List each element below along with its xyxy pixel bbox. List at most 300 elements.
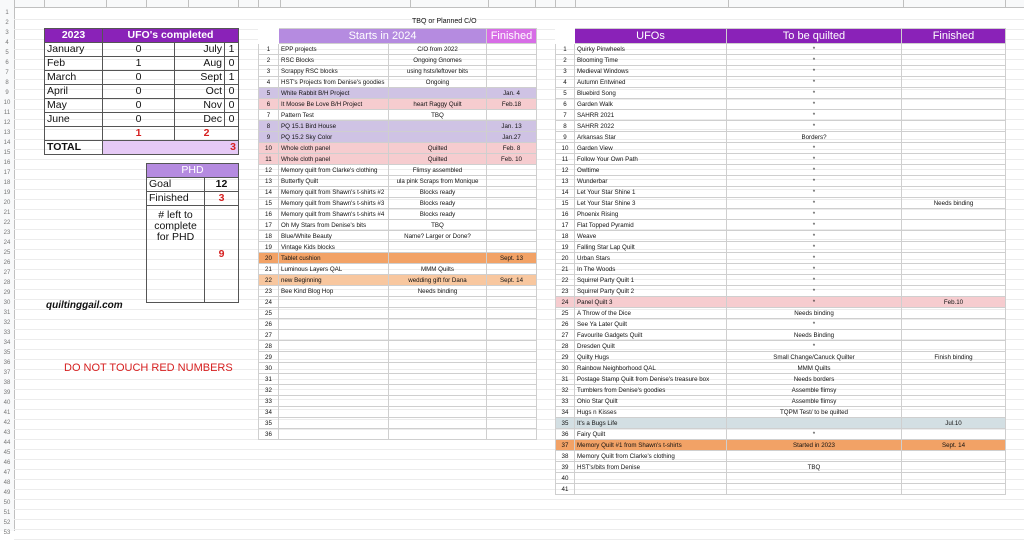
row-number[interactable]: 14 [3,140,11,146]
starts-cell[interactable] [389,374,487,385]
starts-cell[interactable]: 33 [259,396,279,407]
ufo-cell[interactable] [902,187,1006,198]
starts-cell[interactable]: TBQ [389,220,487,231]
row-number[interactable]: 45 [3,450,11,456]
goal-label[interactable]: Goal [147,178,205,192]
month-cell[interactable]: 0 [103,113,175,127]
row-number[interactable]: 5 [5,50,9,56]
ufo-cell[interactable] [902,220,1006,231]
ufo-cell[interactable]: Memory Quilt #1 from Shawn's t-shirts [575,440,727,451]
starts-cell[interactable] [389,429,487,440]
ufo-cell[interactable] [902,319,1006,330]
month-cell[interactable]: June [45,113,103,127]
starts-cell[interactable]: Jan. 4 [487,88,537,99]
starts-cell[interactable]: 27 [259,330,279,341]
subtotal-second-half[interactable]: 2 [175,127,239,141]
starts-cell[interactable] [487,407,537,418]
starts-cell[interactable] [279,308,389,319]
ufo-cell[interactable] [902,143,1006,154]
ufo-cell[interactable]: Weave [575,231,727,242]
starts-cell[interactable]: TBQ [389,110,487,121]
ufo-cell[interactable] [902,308,1006,319]
to-be-quilted-header[interactable]: To be quilted [727,29,902,44]
row-number[interactable]: 12 [3,120,11,126]
starts-cell[interactable]: 4 [259,77,279,88]
starts-cell[interactable]: ula pink Scraps from Monique [389,176,487,187]
row-number[interactable]: 53 [3,530,11,536]
starts-cell[interactable] [389,407,487,418]
ufo-cell[interactable]: 5 [556,88,575,99]
ufo-cell[interactable] [902,77,1006,88]
ufo-cell[interactable]: A Throw of the Dice [575,308,727,319]
month-cell[interactable]: 0 [225,99,239,113]
ufo-cell[interactable]: 23 [556,286,575,297]
ufo-cell[interactable] [902,154,1006,165]
ufo-cell[interactable]: HST's/bits from Denise [575,462,727,473]
starts-cell[interactable]: Luminous Layers QAL [279,264,389,275]
row-number[interactable]: 1 [5,10,9,16]
ufo-cell[interactable]: 41 [556,484,575,495]
ufo-cell[interactable] [902,396,1006,407]
ufo-cell[interactable]: Favourite Gadgets Quilt [575,330,727,341]
starts-cell[interactable]: Quilted [389,143,487,154]
row-number[interactable]: 46 [3,460,11,466]
starts-cell[interactable]: 28 [259,341,279,352]
row-number[interactable]: 28 [3,280,11,286]
starts-cell[interactable] [279,385,389,396]
ufo-cell[interactable] [727,484,902,495]
ufos-title[interactable]: UFOs [575,29,727,44]
starts-cell[interactable] [389,297,487,308]
ufo-cell[interactable]: 9 [556,132,575,143]
ufo-cell[interactable] [902,264,1006,275]
ufo-cell[interactable]: 26 [556,319,575,330]
ufo-cell[interactable]: 19 [556,242,575,253]
ufo-cell[interactable]: 6 [556,99,575,110]
ufo-cell[interactable]: See Ya Later Quilt [575,319,727,330]
ufo-cell[interactable]: 21 [556,264,575,275]
ufo-cell[interactable]: 24 [556,297,575,308]
ufo-cell[interactable]: 11 [556,154,575,165]
ufo-cell[interactable]: Jul.10 [902,418,1006,429]
row-number[interactable]: 50 [3,500,11,506]
row-number[interactable]: 29 [3,290,11,296]
starts-cell[interactable] [487,374,537,385]
ufo-cell[interactable]: * [727,231,902,242]
ufo-cell[interactable]: Tumblers from Denise's goodies [575,385,727,396]
starts-cell[interactable]: using hsts/leftover bits [389,66,487,77]
row-number[interactable]: 36 [3,360,11,366]
ufo-cell[interactable]: * [727,297,902,308]
starts-cell[interactable] [487,352,537,363]
ufo-cell[interactable]: Phoenix Rising [575,209,727,220]
ufo-cell[interactable]: 38 [556,451,575,462]
month-cell[interactable]: May [45,99,103,113]
starts-cell[interactable]: Feb.18 [487,99,537,110]
starts-cell[interactable]: 18 [259,231,279,242]
ufo-cell[interactable]: 36 [556,429,575,440]
starts-cell[interactable]: 1 [259,44,279,55]
ufo-cell[interactable]: * [727,429,902,440]
starts-cell[interactable] [279,407,389,418]
starts-cell[interactable]: PQ 15.1 Bird House [279,121,389,132]
ufo-cell[interactable]: 12 [556,165,575,176]
ufo-cell[interactable]: * [727,275,902,286]
phd-title[interactable]: PHD [147,164,239,178]
starts-cell[interactable]: Blocks ready [389,209,487,220]
ufo-cell[interactable]: Postage Stamp Quilt from Denise's treasure box [575,374,727,385]
ufo-cell[interactable]: Let Your Star Shine 3 [575,198,727,209]
starts-cell[interactable] [389,88,487,99]
subtotal-first-half[interactable]: 1 [103,127,175,141]
month-cell[interactable]: 0 [103,71,175,85]
ufo-cell[interactable] [902,385,1006,396]
ufo-cell[interactable]: * [727,44,902,55]
starts-cell[interactable]: Memory quilt from Shawn's t-shirts #3 [279,198,389,209]
starts-cell[interactable]: Sept. 14 [487,275,537,286]
month-cell[interactable]: 0 [225,113,239,127]
ufo-cell[interactable] [902,363,1006,374]
starts-cell[interactable]: 23 [259,286,279,297]
ufo-cell[interactable]: Medieval Windows [575,66,727,77]
ufo-cell[interactable] [902,132,1006,143]
row-number[interactable]: 18 [3,180,11,186]
ufo-cell[interactable]: Garden View [575,143,727,154]
ufo-cell[interactable]: Hugs n Kisses [575,407,727,418]
ufo-cell[interactable]: Squirrel Party Quilt 2 [575,286,727,297]
starts-cell[interactable]: Name? Larger or Done? [389,231,487,242]
month-cell[interactable]: Oct [175,85,225,99]
ufo-cell[interactable]: TQPM Test/ to be quilted [727,407,902,418]
starts-cell[interactable] [487,264,537,275]
ufo-cell[interactable] [575,484,727,495]
starts-cell[interactable]: Feb. 8 [487,143,537,154]
ufo-cell[interactable]: 15 [556,198,575,209]
goal-value[interactable]: 12 [205,178,239,192]
starts-cell[interactable]: Memory quilt from Shawn's t-shirts #4 [279,209,389,220]
starts-cell[interactable] [389,352,487,363]
ufo-cell[interactable]: 8 [556,121,575,132]
starts-cell[interactable]: 26 [259,319,279,330]
left-label[interactable]: # left to complete for PHD [147,206,205,303]
ufo-cell[interactable]: * [727,286,902,297]
ufo-cell[interactable] [902,473,1006,484]
row-number[interactable]: 4 [5,40,9,46]
starts-cell[interactable] [487,110,537,121]
starts-cell[interactable]: Scrappy RSC blocks [279,66,389,77]
starts-cell[interactable]: Whole cloth panel [279,143,389,154]
ufo-cell[interactable]: 25 [556,308,575,319]
ufo-cell[interactable] [902,66,1006,77]
ufo-cell[interactable] [902,462,1006,473]
month-cell[interactable]: 1 [225,43,239,57]
ufo-cell[interactable] [902,176,1006,187]
row-number[interactable]: 8 [5,80,9,86]
starts-cell[interactable] [487,363,537,374]
starts-cell[interactable]: 29 [259,352,279,363]
starts-cell[interactable]: 10 [259,143,279,154]
ufo-cell[interactable]: Borders? [727,132,902,143]
starts-cell[interactable]: Memory quilt from Shawn's t-shirts #2 [279,187,389,198]
ufo-cell[interactable]: Needs binding [727,308,902,319]
ufo-cell[interactable] [902,231,1006,242]
starts-cell[interactable] [389,242,487,253]
ufo-cell[interactable]: Started in 2023 [727,440,902,451]
row-number[interactable]: 49 [3,490,11,496]
ufo-cell[interactable]: 39 [556,462,575,473]
starts-cell[interactable]: 15 [259,198,279,209]
ufo-cell[interactable]: Falling Star Lap Quilt [575,242,727,253]
starts-cell[interactable]: PQ 15.2 Sky Color [279,132,389,143]
starts-cell[interactable]: Blue/White Beauty [279,231,389,242]
ufo-cell[interactable]: 33 [556,396,575,407]
ufo-cell[interactable]: 31 [556,374,575,385]
left-value[interactable]: 9 [205,206,239,303]
starts-cell[interactable]: Feb. 10 [487,154,537,165]
month-cell[interactable]: 0 [103,85,175,99]
starts-cell[interactable]: Blocks ready [389,187,487,198]
starts-cell[interactable]: Ongoing Gnomes [389,55,487,66]
starts-cell[interactable] [389,341,487,352]
starts-cell[interactable] [389,121,487,132]
ufo-cell[interactable]: Memory Quilt from Clarke's clothing [575,451,727,462]
starts-cell[interactable] [487,198,537,209]
starts-cell[interactable] [389,363,487,374]
ufo-cell[interactable]: SAHRR 2021 [575,110,727,121]
ufo-cell[interactable]: Urban Stars [575,253,727,264]
row-number[interactable]: 15 [3,150,11,156]
ufos-finished-header[interactable]: Finished [902,29,1006,44]
ufo-cell[interactable]: * [727,66,902,77]
starts-title[interactable]: Starts in 2024 [279,29,487,44]
row-number[interactable]: 17 [3,170,11,176]
row-number[interactable]: 32 [3,320,11,326]
row-number[interactable]: 3 [5,30,9,36]
ufo-cell[interactable]: Let Your Star Shine 1 [575,187,727,198]
starts-cell[interactable] [487,77,537,88]
starts-cell[interactable]: 20 [259,253,279,264]
ufo-cell[interactable]: Quirky Pinwheels [575,44,727,55]
ufo-cell[interactable]: Finish binding [902,352,1006,363]
ufo-cell[interactable]: 32 [556,385,575,396]
ufo-cell[interactable]: 17 [556,220,575,231]
starts-cell[interactable] [487,418,537,429]
starts-cell[interactable] [487,319,537,330]
starts-cell[interactable] [279,330,389,341]
month-cell[interactable]: Dec [175,113,225,127]
starts-cell[interactable]: 31 [259,374,279,385]
ufo-cell[interactable] [902,330,1006,341]
finished-value[interactable]: 3 [205,192,239,206]
ufo-cell[interactable] [902,242,1006,253]
row-number[interactable]: 38 [3,380,11,386]
ufo-cell[interactable]: 4 [556,77,575,88]
ufo-cell[interactable]: * [727,143,902,154]
ufo-cell[interactable]: * [727,165,902,176]
row-number[interactable]: 6 [5,60,9,66]
ufo-cell[interactable] [902,429,1006,440]
row-number[interactable]: 19 [3,190,11,196]
starts-cell[interactable]: 7 [259,110,279,121]
ufo-cell[interactable]: Blooming Time [575,55,727,66]
ufo-cell[interactable]: 3 [556,66,575,77]
starts-cell[interactable] [279,363,389,374]
starts-cell[interactable]: 30 [259,363,279,374]
ufo-cell[interactable] [902,451,1006,462]
ufo-cell[interactable]: * [727,187,902,198]
ufo-cell[interactable] [902,121,1006,132]
row-number[interactable]: 26 [3,260,11,266]
ufo-cell[interactable]: 2 [556,55,575,66]
starts-cell[interactable] [487,286,537,297]
row-number[interactable]: 40 [3,400,11,406]
starts-cell[interactable] [279,341,389,352]
starts-cell[interactable] [487,55,537,66]
starts-cell[interactable]: 19 [259,242,279,253]
row-number[interactable]: 13 [3,130,11,136]
starts-cell[interactable]: MMM Quilts [389,264,487,275]
starts-cell[interactable]: 35 [259,418,279,429]
ufo-cell[interactable]: * [727,209,902,220]
ufo-cell[interactable] [902,165,1006,176]
starts-cell[interactable] [487,341,537,352]
ufo-cell[interactable]: * [727,319,902,330]
starts-cell[interactable]: 36 [259,429,279,440]
starts-cell[interactable] [487,176,537,187]
total-label[interactable]: TOTAL [45,141,103,155]
starts-cell[interactable] [487,396,537,407]
starts-cell[interactable] [487,231,537,242]
starts-cell[interactable]: Whole cloth panel [279,154,389,165]
starts-cell[interactable] [487,44,537,55]
month-cell[interactable]: Feb [45,57,103,71]
row-number[interactable]: 42 [3,420,11,426]
starts-cell[interactable]: Sept. 13 [487,253,537,264]
row-number[interactable]: 44 [3,440,11,446]
starts-cell[interactable]: Bee Kind Blog Hop [279,286,389,297]
starts-cell[interactable]: heart Raggy Quilt [389,99,487,110]
ufo-cell[interactable] [902,275,1006,286]
starts-cell[interactable]: Jan.27 [487,132,537,143]
ufo-cell[interactable]: 1 [556,44,575,55]
ufo-cell[interactable] [902,110,1006,121]
row-number[interactable]: 9 [5,90,9,96]
starts-cell[interactable]: new Beginning [279,275,389,286]
starts-cell[interactable]: Vintage Kids blocks [279,242,389,253]
ufo-cell[interactable] [902,374,1006,385]
row-number[interactable]: 34 [3,340,11,346]
starts-cell[interactable]: 17 [259,220,279,231]
ufo-cell[interactable] [727,418,902,429]
ufo-cell[interactable]: 13 [556,176,575,187]
ufo-cell[interactable]: * [727,110,902,121]
ufo-cell[interactable]: 28 [556,341,575,352]
ufo-cell[interactable]: Dresden Quilt [575,341,727,352]
starts-cell[interactable] [389,253,487,264]
starts-cell[interactable]: 32 [259,385,279,396]
ufo-cell[interactable]: Needs borders [727,374,902,385]
row-number[interactable]: 24 [3,240,11,246]
row-number[interactable]: 20 [3,200,11,206]
month-cell[interactable]: Nov [175,99,225,113]
ufo-cell[interactable]: 10 [556,143,575,154]
row-number[interactable]: 27 [3,270,11,276]
starts-cell[interactable]: 3 [259,66,279,77]
ufo-cell[interactable]: Quilty Hugs [575,352,727,363]
starts-cell[interactable]: 16 [259,209,279,220]
ufo-cell[interactable]: Sept. 14 [902,440,1006,451]
starts-cell[interactable] [279,418,389,429]
ufos-completed-title[interactable]: UFO's completed [103,29,239,43]
starts-cell[interactable] [389,308,487,319]
row-number[interactable]: 37 [3,370,11,376]
row-number[interactable]: 43 [3,430,11,436]
month-cell[interactable]: 0 [103,99,175,113]
starts-cell[interactable]: 12 [259,165,279,176]
starts-cell[interactable]: Blocks ready [389,198,487,209]
ufo-cell[interactable] [902,253,1006,264]
starts-cell[interactable] [487,242,537,253]
ufo-cell[interactable]: Needs binding [902,198,1006,209]
row-number[interactable]: 2 [5,20,9,26]
starts-cell[interactable]: It Moose Be Love B/H Project [279,99,389,110]
ufo-cell[interactable]: 20 [556,253,575,264]
ufo-cell[interactable]: Wunderbar [575,176,727,187]
ufo-cell[interactable]: 14 [556,187,575,198]
starts-cell[interactable] [487,330,537,341]
month-cell[interactable]: 1 [103,57,175,71]
starts-cell[interactable]: 14 [259,187,279,198]
ufo-cell[interactable]: Arkansas Star [575,132,727,143]
row-number[interactable]: 21 [3,210,11,216]
ufo-cell[interactable] [902,484,1006,495]
ufo-cell[interactable] [902,209,1006,220]
row-number[interactable]: 10 [3,100,11,106]
ufo-cell[interactable]: 27 [556,330,575,341]
ufo-cell[interactable] [575,473,727,484]
starts-cell[interactable]: 22 [259,275,279,286]
starts-cell[interactable] [389,132,487,143]
starts-cell[interactable] [487,66,537,77]
starts-cell[interactable] [389,418,487,429]
starts-cell[interactable] [487,187,537,198]
ufo-cell[interactable]: * [727,341,902,352]
ufo-cell[interactable]: Owltime [575,165,727,176]
ufo-cell[interactable]: 18 [556,231,575,242]
starts-cell[interactable]: 34 [259,407,279,418]
starts-cell[interactable] [487,220,537,231]
ufo-cell[interactable]: * [727,77,902,88]
starts-cell[interactable]: 8 [259,121,279,132]
starts-finished-header[interactable]: Finished [487,29,537,44]
row-number[interactable]: 52 [3,520,11,526]
ufo-cell[interactable]: * [727,121,902,132]
column-header-bar[interactable] [0,0,1024,8]
starts-cell[interactable]: Oh My Stars from Denise's bits [279,220,389,231]
row-number[interactable]: 41 [3,410,11,416]
ufo-cell[interactable]: Rainbow Neighborhood QAL [575,363,727,374]
starts-cell[interactable]: 9 [259,132,279,143]
ufo-cell[interactable]: Flat Topped Pyramid [575,220,727,231]
ufo-cell[interactable]: Assemble flimsy [727,385,902,396]
starts-cell[interactable]: Needs binding [389,286,487,297]
ufo-cell[interactable]: Assemble flimsy [727,396,902,407]
ufo-cell[interactable]: 30 [556,363,575,374]
starts-cell[interactable]: Ongoing [389,77,487,88]
starts-cell[interactable] [279,352,389,363]
ufo-cell[interactable]: * [727,264,902,275]
ufo-cell[interactable] [902,99,1006,110]
